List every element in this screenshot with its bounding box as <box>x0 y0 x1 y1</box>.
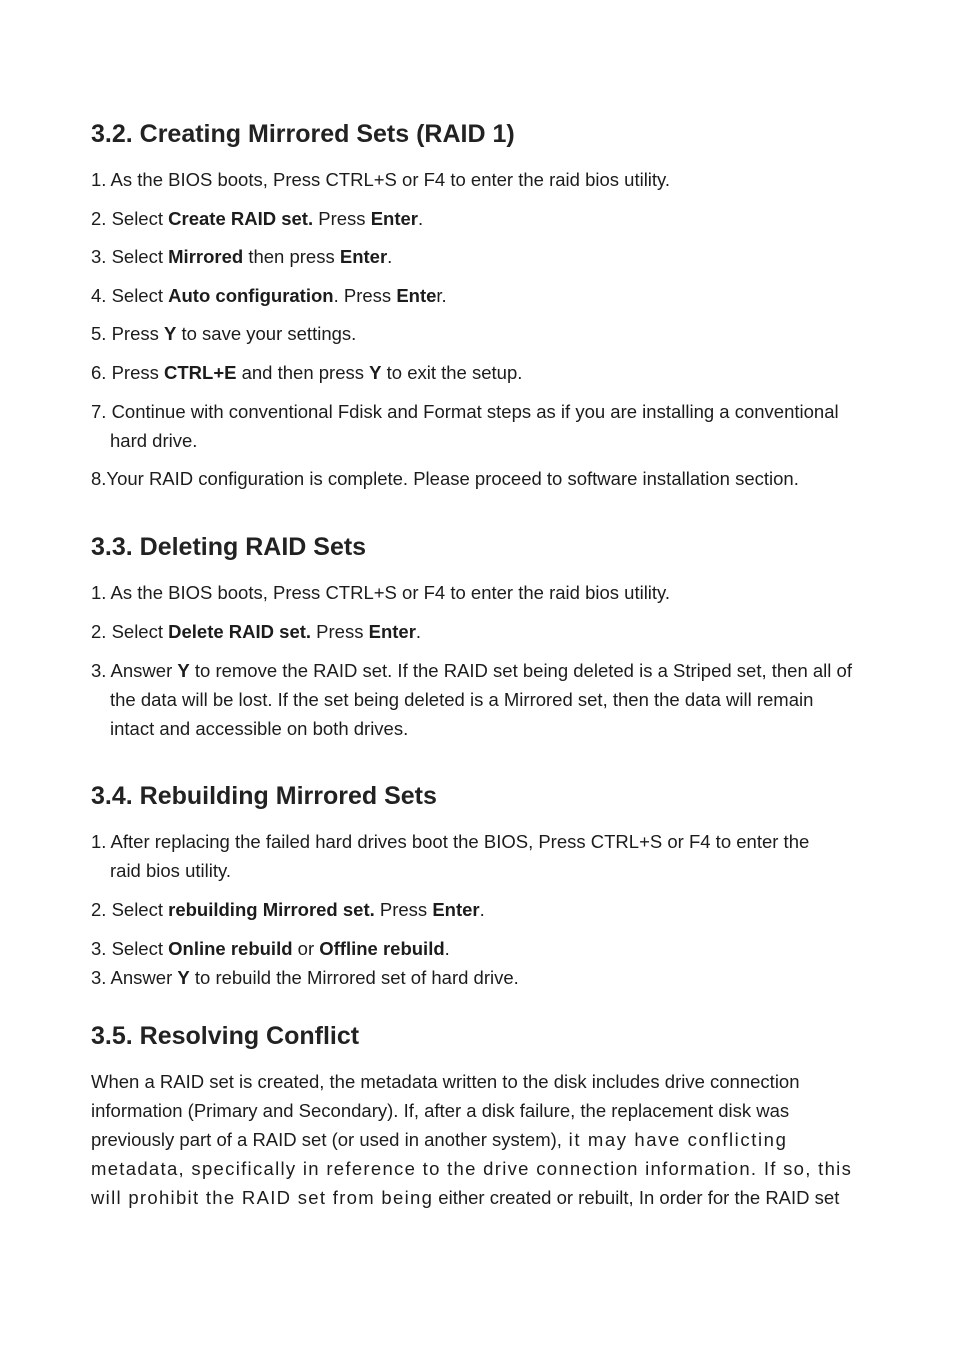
step-3-4-1-cont: raid bios utility. <box>110 860 231 881</box>
step-3-4-1: 1. After replacing the failed hard drives boot the BIOS, Press CTRL+S or F4 to enter the <box>91 831 810 852</box>
paragraph-line-4: metadata, specifically in reference to the drive connection information. If so, this <box>91 1158 853 1179</box>
step-3-4-4: 3. Answer Y to rebuild the Mirrored set of hard drive. <box>91 967 519 988</box>
step-3-2-1: 1. As the BIOS boots, Press CTRL+S or F4 to enter the raid bios utility. <box>91 169 671 190</box>
paragraph-line-5: will prohibit the RAID set from being either created or rebuilt, In order for the RAID set <box>91 1187 840 1208</box>
heading-3-5: 3.5. Resolving Conflict <box>91 1022 360 1050</box>
step-3-4-3: 3. Select Online rebuild or Offline rebuild. <box>91 938 450 959</box>
step-3-4-2: 2. Select rebuilding Mirrored set. Press Enter. <box>91 899 485 920</box>
step-3-2-8: 8.Your RAID configuration is complete. Please proceed to software installation section. <box>91 468 799 489</box>
step-3-3-3: 3. Answer Y to remove the RAID set. If the RAID set being deleted is a Striped set, then all of <box>91 660 852 681</box>
paragraph-line-2: information (Primary and Secondary). If, after a disk failure, the replacement disk was <box>91 1100 790 1121</box>
step-3-3-3-cont-2: intact and accessible on both drives. <box>110 718 409 739</box>
step-3-2-5: 5. Press Y to save your settings. <box>91 323 357 344</box>
step-3-2-6: 6. Press CTRL+E and then press Y to exit the setup. <box>91 362 523 383</box>
step-3-2-3: 3. Select Mirrored then press Enter. <box>91 246 393 267</box>
step-3-3-1: 1. As the BIOS boots, Press CTRL+S or F4 to enter the raid bios utility. <box>91 582 671 603</box>
step-3-3-3-cont-1: the data will be lost. If the set being deleted is a Mirrored set, then the data will remain <box>110 689 814 710</box>
step-3-3-2: 2. Select Delete RAID set. Press Enter. <box>91 621 422 642</box>
step-3-2-7: 7. Continue with conventional Fdisk and Format steps as if you are installing a conventional <box>91 401 839 422</box>
heading-3-4: 3.4. Rebuilding Mirrored Sets <box>91 782 437 810</box>
step-3-2-2: 2. Select Create RAID set. Press Enter. <box>91 208 424 229</box>
step-3-2-7-cont: hard drive. <box>110 430 198 451</box>
paragraph-line-3: previously part of a RAID set (or used in another system), it may have conflicting <box>91 1129 788 1150</box>
heading-3-3: 3.3. Deleting RAID Sets <box>91 533 367 561</box>
heading-3-2: 3.2. Creating Mirrored Sets (RAID 1) <box>91 120 515 148</box>
step-3-2-4: 4. Select Auto configuration. Press Enter. <box>91 285 447 306</box>
paragraph-line-1: When a RAID set is created, the metadata written to the disk includes drive connection <box>91 1071 800 1092</box>
